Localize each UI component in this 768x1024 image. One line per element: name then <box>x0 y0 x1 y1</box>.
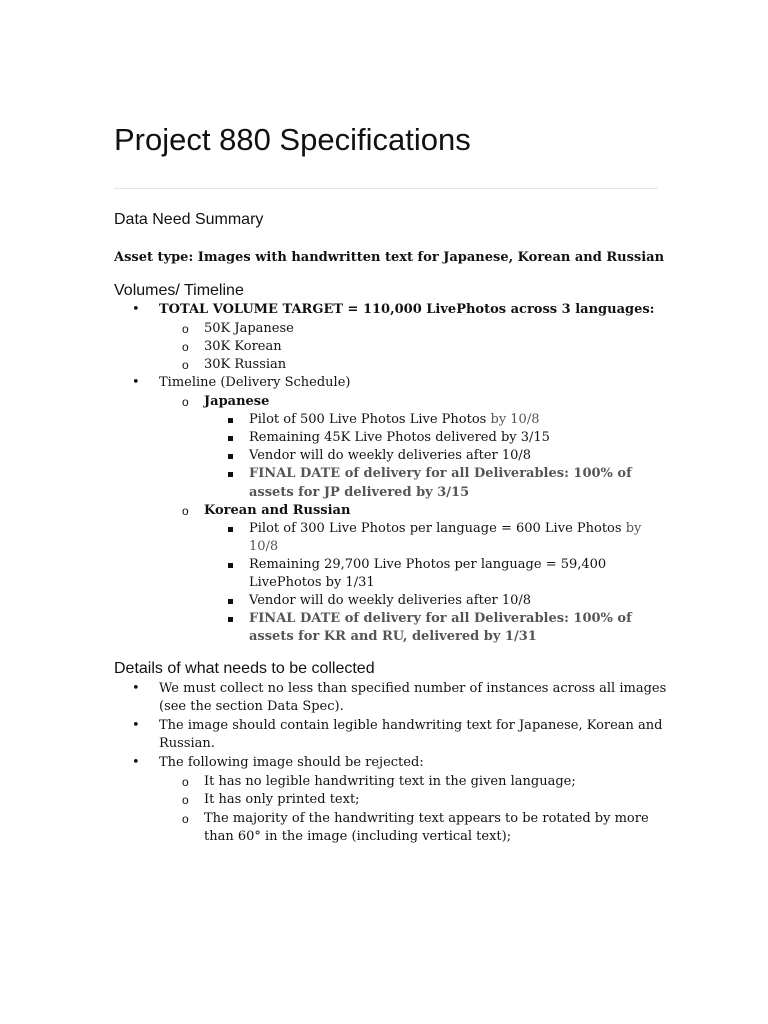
details-heading: Details of what needs to be collected <box>114 660 375 677</box>
kr-ru-pilot-date: 10/8 <box>249 539 279 554</box>
bullet-square <box>228 520 233 538</box>
bullet-dot: • <box>132 375 140 390</box>
timeline-label: Timeline (Delivery Schedule) <box>159 375 351 390</box>
bullet-o: o <box>182 340 189 354</box>
bullet-dot: • <box>132 681 140 696</box>
bullet-square <box>228 465 233 483</box>
kr-ru-final-2: assets for KR and RU, delivered by 1/31 <box>249 629 537 644</box>
bullet-o: o <box>182 395 189 409</box>
kr-ru-remaining-1: Remaining 29,700 Live Photos per language = 59,400 <box>249 557 607 572</box>
bullet-o: o <box>182 793 189 807</box>
bullet-square <box>228 429 233 447</box>
bullet-square <box>228 447 233 465</box>
title-divider <box>114 188 658 189</box>
jp-weekly: Vendor will do weekly deliveries after 10/8 <box>249 448 532 463</box>
japanese-label: Japanese <box>204 394 270 409</box>
bullet-o: o <box>182 358 189 372</box>
total-volume: TOTAL VOLUME TARGET = 110,000 LivePhotos across 3 languages: <box>159 302 655 317</box>
bullet-dot: • <box>132 718 140 733</box>
detail-2-line-2: Russian. <box>159 736 215 751</box>
bullet-square <box>228 610 233 628</box>
kr-ru-label: Korean and Russian <box>204 503 351 518</box>
bullet-o: o <box>182 812 189 826</box>
jp-pilot: Pilot of 500 Live Photos Live Photos by 10/8 <box>249 412 540 427</box>
kr-ru-weekly: Vendor will do weekly deliveries after 10/8 <box>249 593 532 608</box>
kr-ru-remaining-2: LivePhotos by 1/31 <box>249 575 375 590</box>
jp-final-1: FINAL DATE of delivery for all Deliverables: 100% of <box>249 466 632 481</box>
bullet-dot: • <box>132 302 140 317</box>
bullet-dot: • <box>132 755 140 770</box>
reject-3-line-2: than 60° in the image (including vertical text); <box>204 829 512 844</box>
jp-remaining: Remaining 45K Live Photos delivered by 3/15 <box>249 430 550 445</box>
volume-kr: 30K Korean <box>204 339 282 354</box>
volume-jp: 50K Japanese <box>204 321 294 336</box>
bullet-square <box>228 592 233 610</box>
kr-ru-pilot: Pilot of 300 Live Photos per language = 600 Live Photos by <box>249 521 642 536</box>
kr-ru-final-1: FINAL DATE of delivery for all Deliverables: 100% of <box>249 611 632 626</box>
jp-final-2: assets for JP delivered by 3/15 <box>249 485 470 500</box>
bullet-o: o <box>182 322 189 336</box>
asset-type-line: Asset type: Images with handwritten text for Japanese, Korean and Russian <box>114 250 665 265</box>
detail-2-line-1: The image should contain legible handwriting text for Japanese, Korean and <box>159 718 663 733</box>
bullet-square <box>228 411 233 429</box>
detail-1-line-2: (see the section Data Spec). <box>159 699 344 714</box>
reject-3-line-1: The majority of the handwriting text appears to be rotated by more <box>204 811 649 826</box>
reject-2: It has only printed text; <box>204 792 360 807</box>
detail-1-line-1: We must collect no less than specified number of instances across all images <box>159 681 667 696</box>
bullet-o: o <box>182 775 189 789</box>
bullet-square <box>228 556 233 574</box>
bullet-o: o <box>182 504 189 518</box>
volume-ru: 30K Russian <box>204 357 287 372</box>
reject-1: It has no legible handwriting text in the given language; <box>204 774 576 789</box>
summary-heading: Data Need Summary <box>114 211 264 228</box>
volumes-heading: Volumes/ Timeline <box>114 282 244 299</box>
page-title: Project 880 Specifications <box>114 122 471 157</box>
detail-3: The following image should be rejected: <box>159 755 424 770</box>
